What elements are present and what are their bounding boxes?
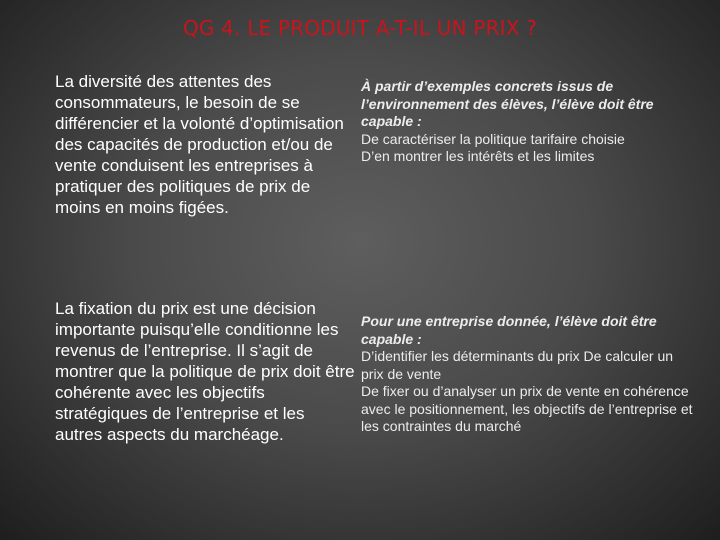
skills-block-price-setting <box>361 313 696 436</box>
skills-intro: À partir d’exemples concrets issus de l’environnement des élèves, l’élève doit être capable : <box>361 78 654 129</box>
skills-intro: Pour une entreprise donnée, l’élève doit être capable : <box>361 313 657 347</box>
skill-item: De fixer ou d’analyser un prix de vente en cohérence avec le positionnement, les objectifs de l’entreprise et les contraintes du marché <box>361 383 693 434</box>
skill-item: D’identifier les déterminants du prix De calculer un prix de vente <box>361 348 674 382</box>
skill-item: D’en montrer les intérêts et les limites <box>361 148 595 164</box>
context-text-price-setting: La fixation du prix est une décision importante puisqu’elle conditionne les revenus de l’entreprise. Il s’agit de montrer que la politique de prix doit être cohérente avec les objectifs stratégiques de l’entreprise et les autres aspects du marchéage. <box>55 299 355 444</box>
skills-block-pricing-policies <box>361 78 696 166</box>
skill-item: De caractériser la politique tarifaire choisie <box>361 130 625 147</box>
context-text-pricing-policies: La diversité des attentes des consommateurs, le besoin de se différencier et la volonté d’optimisation des capacités de production et/ou de vente conduisent les entreprises à pratiquer des politiques de prix de moins en moins figées. <box>55 72 344 217</box>
slide-title: QG 4. LE PRODUIT A-T-IL UN PRIX ? <box>182 16 538 40</box>
